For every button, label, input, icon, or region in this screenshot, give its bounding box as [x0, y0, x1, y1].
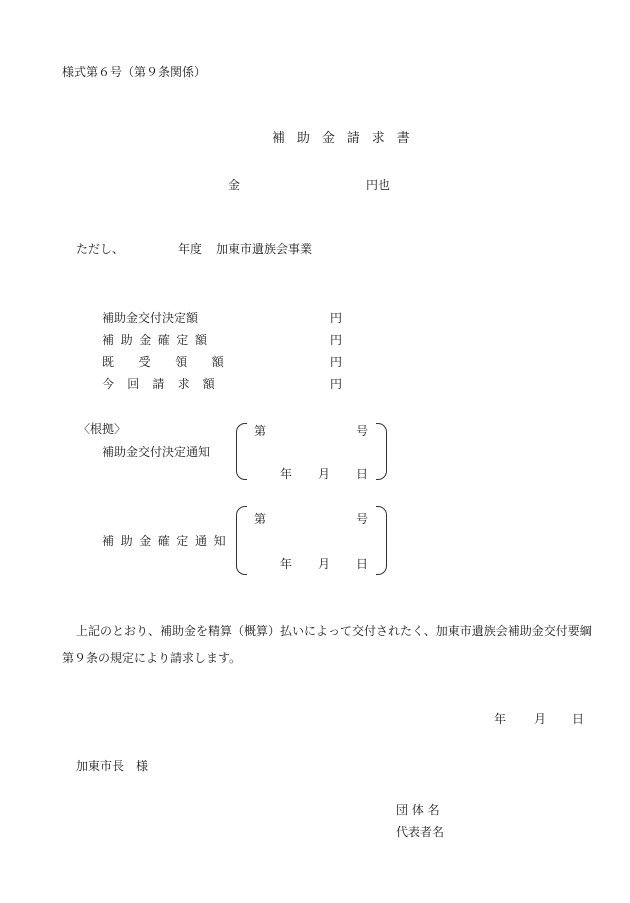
notice-label: 補助金確定通知: [102, 534, 233, 548]
amount-row-unit: 円: [330, 311, 343, 325]
date-year: 年: [494, 712, 507, 726]
purpose-project-name: 加東市遺族会事業: [216, 242, 313, 256]
amount-row-label: 今回請求額: [102, 377, 229, 391]
representative-label: 代表者名: [396, 825, 445, 839]
form-number: 様式第６号（第９条関係）: [62, 65, 207, 79]
document-title: 補 助 金 請 求 書: [272, 131, 414, 146]
amount-prefix: 金: [228, 178, 241, 192]
amount-row-label: 既受領額: [102, 355, 249, 369]
basis-heading: 〈根拠〉: [78, 422, 127, 436]
amount-row-unit: 円: [330, 377, 343, 391]
notice-left-bracket: [236, 423, 247, 480]
notice-dai: 第: [254, 424, 267, 438]
notice-year: 年: [280, 467, 293, 481]
amount-row-unit: 円: [330, 333, 343, 347]
amount-row-label: 補助金交付決定額: [102, 311, 199, 325]
notice-month: 月: [318, 467, 331, 481]
org-name-label: 団 体 名: [396, 803, 440, 817]
notice-gou: 号: [356, 424, 369, 438]
addressee: 加東市長 様: [76, 759, 149, 773]
notice-gou: 号: [356, 512, 369, 526]
notice-month: 月: [318, 557, 331, 571]
notice-label: 補助金交付決定通知: [102, 445, 211, 459]
notice-right-bracket: [376, 423, 387, 480]
amount-row-unit: 円: [330, 355, 343, 369]
date-day: 日: [572, 712, 585, 726]
notice-day: 日: [356, 557, 369, 571]
notice-dai: 第: [254, 512, 267, 526]
request-body-text: 上記のとおり、補助金を精算（概算）払いによって交付されたく、加東市遺族会補助金交付要綱第９条の規定により請求します。: [62, 624, 592, 665]
notice-right-bracket: [376, 506, 387, 575]
notice-day: 日: [356, 467, 369, 481]
purpose-year-label: 年度: [178, 242, 203, 256]
notice-left-bracket: [236, 506, 247, 575]
amount-suffix: 円也: [366, 178, 391, 192]
date-month: 月: [534, 712, 547, 726]
notice-year: 年: [280, 557, 293, 571]
amount-row-label: 補助金確定額: [102, 333, 214, 347]
purpose-prefix: ただし、: [76, 242, 125, 256]
